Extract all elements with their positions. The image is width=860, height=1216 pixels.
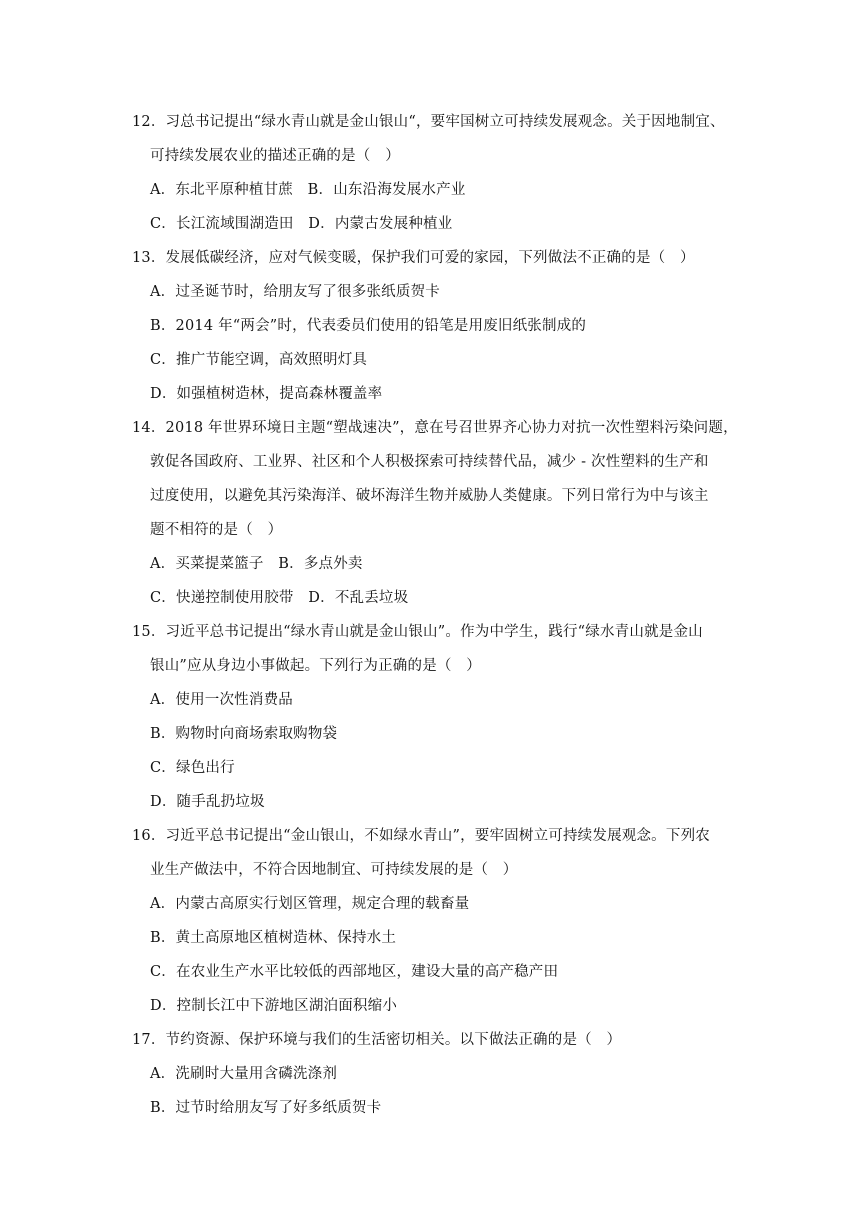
question-16-option-d: D．控制长江中下游地区湖泊面积缩小 (150, 998, 398, 1014)
question-12-option-ab: A．东北平原种植甘蔗 B．山东沿海发展水产业 (150, 182, 466, 198)
question-16-option-c: C．在农业生产水平比较低的西部地区，建设大量的高产稳产田 (150, 964, 559, 980)
question-16-line-2: 业生产做法中，不符合因地制宜、可持续发展的是（ ） (150, 862, 518, 878)
question-15-option-d: D．随手乱扔垃圾 (150, 794, 265, 810)
question-17-option-b: B．过节时给朋友写了好多纸质贺卡 (150, 1100, 382, 1116)
question-15-option-c: C．绿色出行 (150, 760, 235, 776)
question-14-line-2: 敦促各国政府、工业界、社区和个人积极探索可持续替代品，减少 - 次性塑料的生产和 (150, 454, 709, 470)
question-14-option-cd: C．快递控制使用胶带 D．不乱丢垃圾 (150, 590, 409, 606)
question-14-option-ab: A．买菜提菜篮子 B．多点外卖 (150, 556, 363, 572)
question-12-line-1: 12．习总书记提出“绿水青山就是金山银山“，要牢国树立可持续发展观念。关于因地制宜、 (132, 114, 725, 130)
question-16-line-1: 16．习近平总书记提出“金山银山，不如绿水青山”，要牢固树立可持续发展观念。下列农 (132, 828, 710, 844)
question-17-option-a: A．洗刷时大量用含磷洗涤剂 (150, 1066, 338, 1082)
question-12-line-2: 可持续发展农业的描述正确的是（ ） (150, 148, 400, 164)
question-13-option-d: D．如强植树造林，提高森林覆盖率 (150, 386, 383, 402)
question-13-option-b: B．2014 年“两会”时，代表委员们使用的铅笔是用废旧纸张制成的 (150, 318, 587, 334)
question-12-option-cd: C．长江流域围湖造田 D．内蒙古发展种植业 (150, 216, 453, 232)
question-13-line-1: 13．发展低碳经济，应对气候变暖，保护我们可爱的家园，下列做法不正确的是（ ） (132, 250, 695, 266)
question-14-line-4: 题不相符的是（ ） (150, 522, 283, 538)
question-15-option-a: A．使用一次性消费品 (150, 692, 293, 708)
question-15-option-b: B．购物时向商场索取购物袋 (150, 726, 338, 742)
question-13-option-c: C．推广节能空调，高效照明灯具 (150, 352, 368, 368)
question-16-option-b: B．黄土高原地区植树造林、保持水土 (150, 930, 397, 946)
question-15-line-1: 15．习近平总书记提出“绿水青山就是金山银山”。作为中学生，践行“绿水青山就是金山 (132, 624, 703, 640)
question-13-option-a: A．过圣诞节时，给朋友写了很多张纸质贺卡 (150, 284, 440, 300)
question-15-line-2: 银山”应从身边小事做起。下列行为正确的是（ ） (150, 658, 482, 674)
question-17-line-1: 17．节约资源、保护环境与我们的生活密切相关。以下做法正确的是（ ） (132, 1032, 622, 1048)
question-14-line-3: 过度使用，以避免其污染海洋、破坏海洋生物并威胁人类健康。下列日常行为中与该主 (150, 488, 709, 504)
question-16-option-a: A．内蒙古高原实行划区管理，规定合理的载畜量 (150, 896, 470, 912)
question-14-line-1: 14．2018 年世界环境日主题“塑战速决”，意在号召世界齐心协力对抗一次性塑料污染问题， (132, 420, 738, 436)
